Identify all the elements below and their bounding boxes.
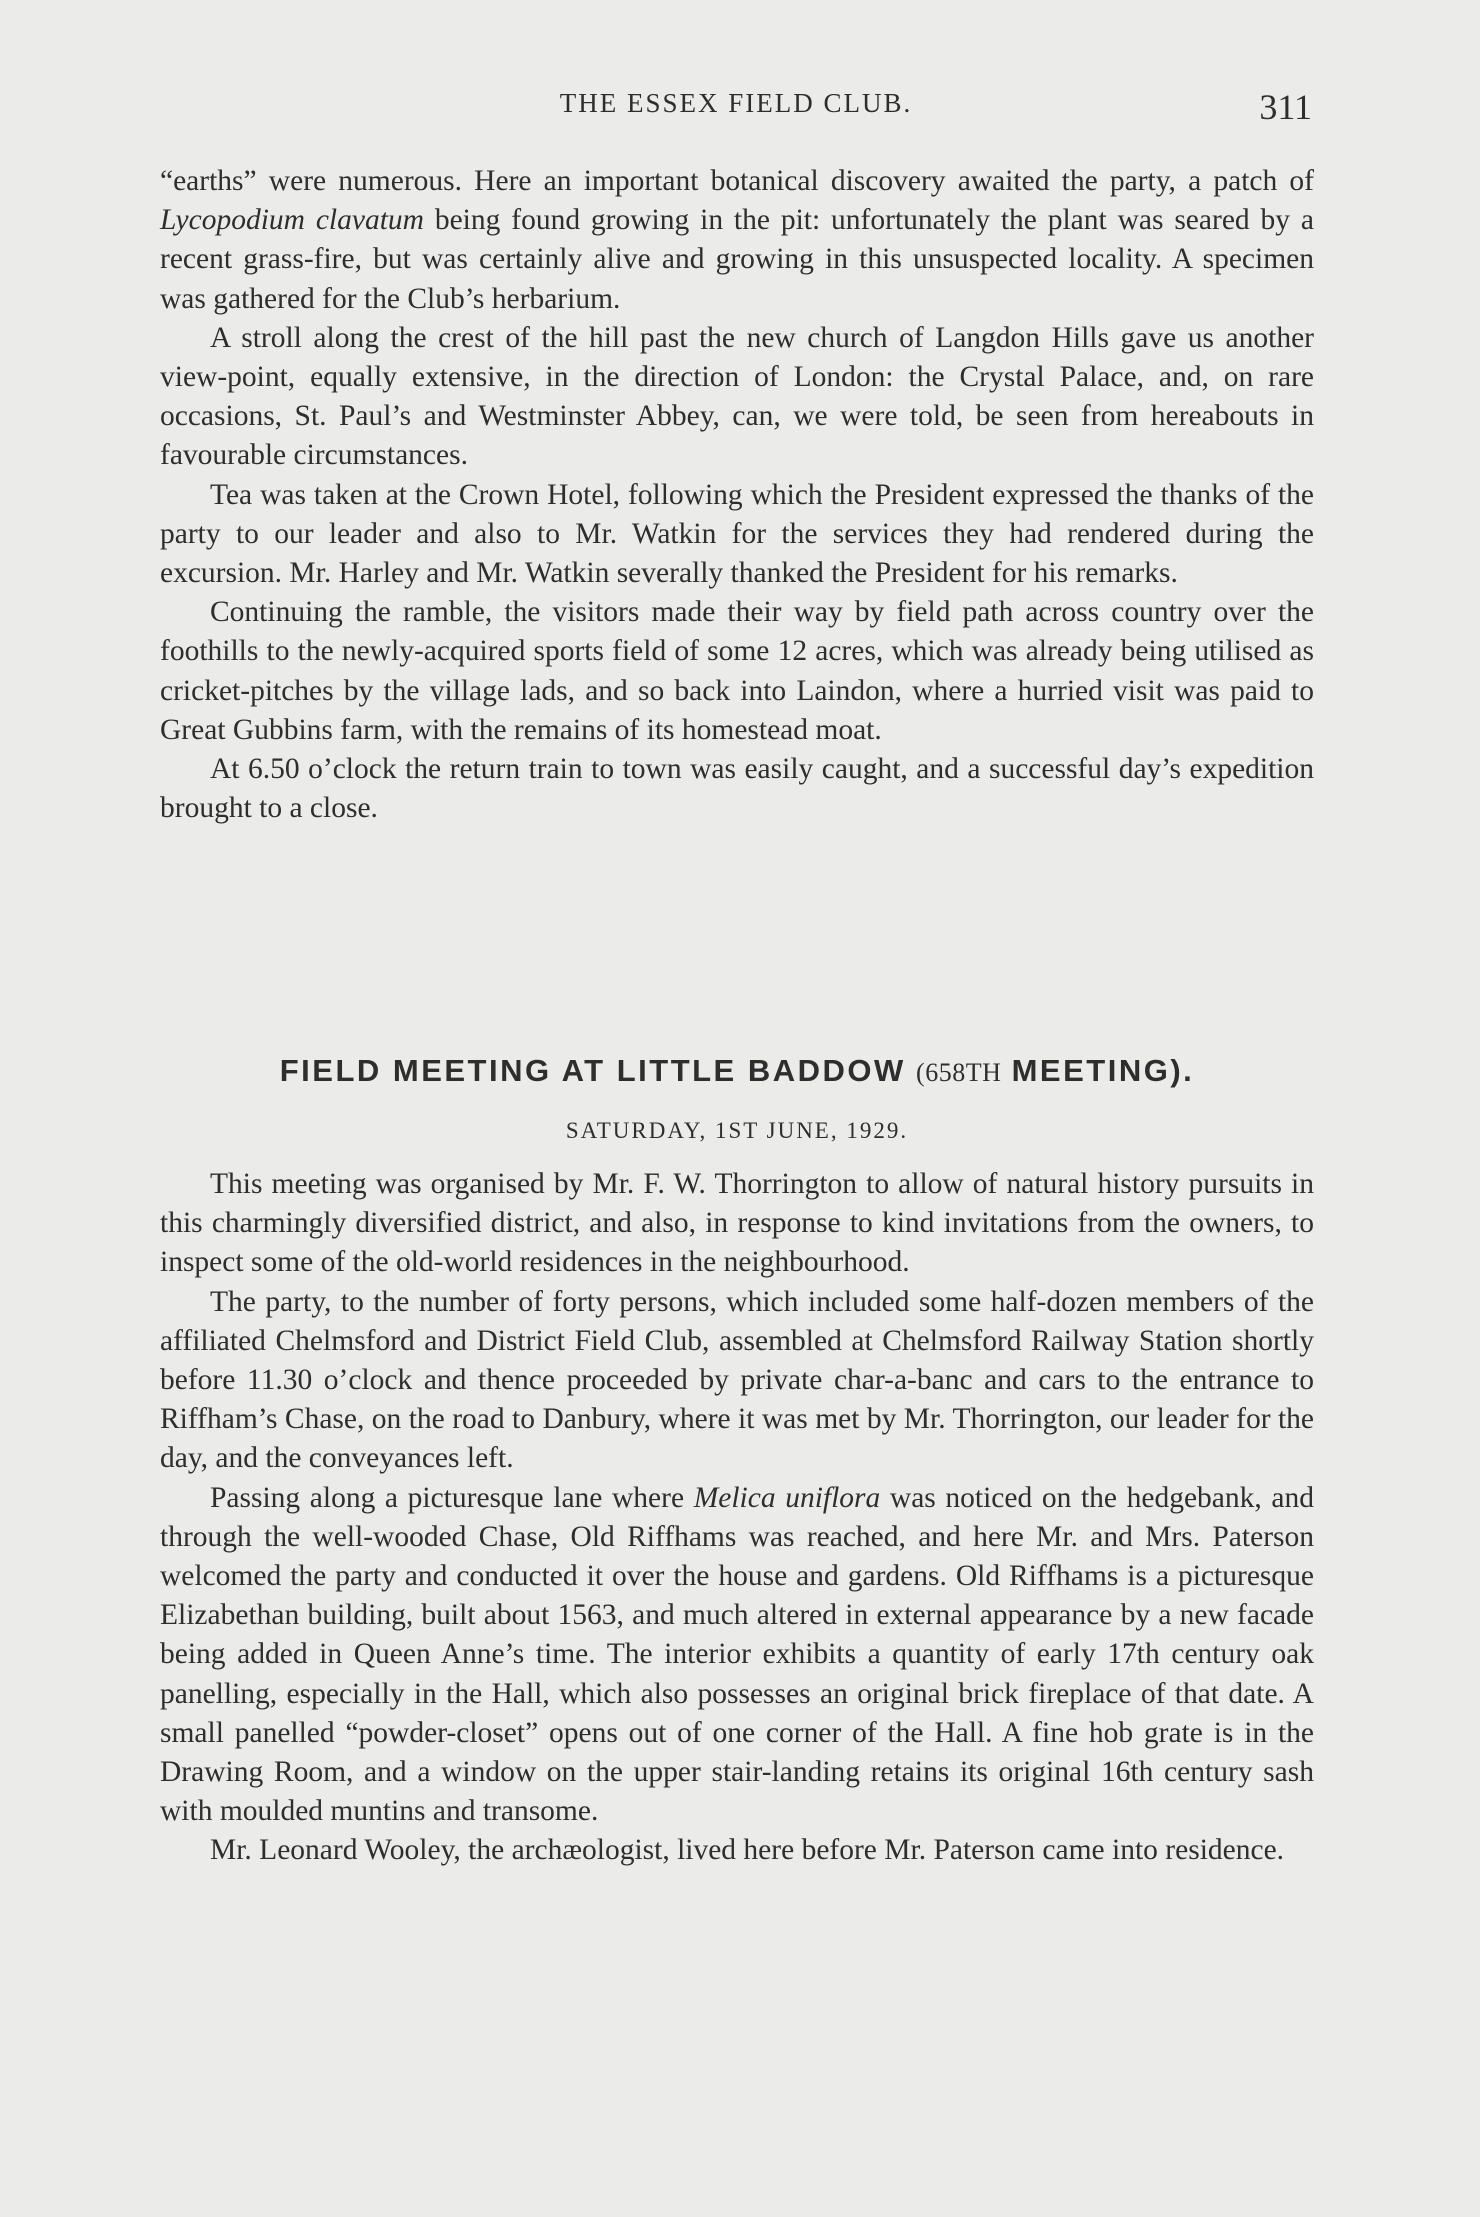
section-date: SATURDAY, 1ST JUNE, 1929. bbox=[565, 1118, 909, 1143]
section-heading: FIELD MEETING AT LITTLE BADDOW (658TH MEETING). bbox=[279, 1053, 1195, 1088]
body-text-section bbox=[160, 1165, 1314, 1871]
paragraph: “earths” were numerous. Here an important botanical discovery awaited the party, a patch of Lycopodium clavatum being found growing in the pit: unfortunately the plant was seared by a recent grass-fire, but was certainly alive and growing in this unsuspected locality. A specimen was gathered for the Club’s herbarium. bbox=[160, 165, 1314, 315]
paragraph: Tea was taken at the Crown Hotel, following which the President expressed the thanks of the party to our leader and also to Mr. Watkin for the services they had rendered during the excursion. Mr. Harley and Mr. Watkin severally thanked the President for his remarks. bbox=[160, 478, 1314, 590]
paragraph: Continuing the ramble, the visitors made their way by field path across country over the foothills to the newly-acquired sports field of some 12 acres, which was already being utilised as cricket-pitches by the village lads, and so back into Laindon, where a hurried visit was paid to Great Gubbins farm, with the remains of its homestead moat. bbox=[160, 596, 1314, 746]
species-name: Melica uniflora bbox=[693, 1481, 881, 1514]
running-title: THE ESSEX FIELD CLUB. bbox=[559, 88, 913, 118]
species-name: Lycopodium clavatum bbox=[160, 204, 424, 237]
paragraph: Mr. Leonard Wooley, the archæologist, lived here before Mr. Paterson came into residence. bbox=[210, 1834, 1285, 1867]
paragraph: The party, to the number of forty persons, which included some half-dozen members of the affiliated Chelmsford and District Field Club, assembled at Chelmsford Railway Station shortly before 11.30 o’clock and thence proceeded by private char-a-banc and cars to the entrance to Riffham’s Chase, on the road to Danbury, where it was met by Mr. Thorrington, our leader for the day, and the conveyances left. bbox=[160, 1285, 1314, 1475]
page-number: 311 bbox=[1259, 87, 1312, 127]
paragraph: At 6.50 o’clock the return train to town was easily caught, and a successful day’s expedition brought to a close. bbox=[160, 753, 1314, 825]
body-text-continued bbox=[160, 162, 1314, 828]
paragraph: This meeting was organised by Mr. F. W. Thorrington to allow of natural history pursuits in this charmingly diversified district, and also, in response to kind invitations from the owners, to inspect some of the old-world residences in the neighbourhood. bbox=[160, 1168, 1314, 1279]
paragraph: Passing along a picturesque lane where Melica uniflora was noticed on the hedgebank, and through the well-wooded Chase, Old Riffhams was reached, and here Mr. and Mrs. Paterson welcomed the party and conducted it over the house and gardens. Old Riffhams is a picturesque Elizabethan building, built about 1563, and much altered in external appearance by a new facade being added in Queen Anne’s time. The interior exhibits a quantity of early 17th century oak panelling, especially in the Hall, which also possesses an original brick fireplace of that date. A small panelled “powder-closet” opens out of one corner of the Hall. A fine hob grate is in the Drawing Room, and a window on the upper stair-landing retains its original 16th century sash with moulded muntins and transome. bbox=[160, 1481, 1314, 1828]
running-head bbox=[160, 88, 1312, 138]
paragraph: A stroll along the crest of the hill past the new church of Langdon Hills gave us another view-point, equally extensive, in the direction of London: the Crystal Palace, and, on rare occasions, St. Paul’s and Westminster Abbey, can, we were told, be seen from hereabouts in favourable circumstances. bbox=[160, 321, 1314, 472]
